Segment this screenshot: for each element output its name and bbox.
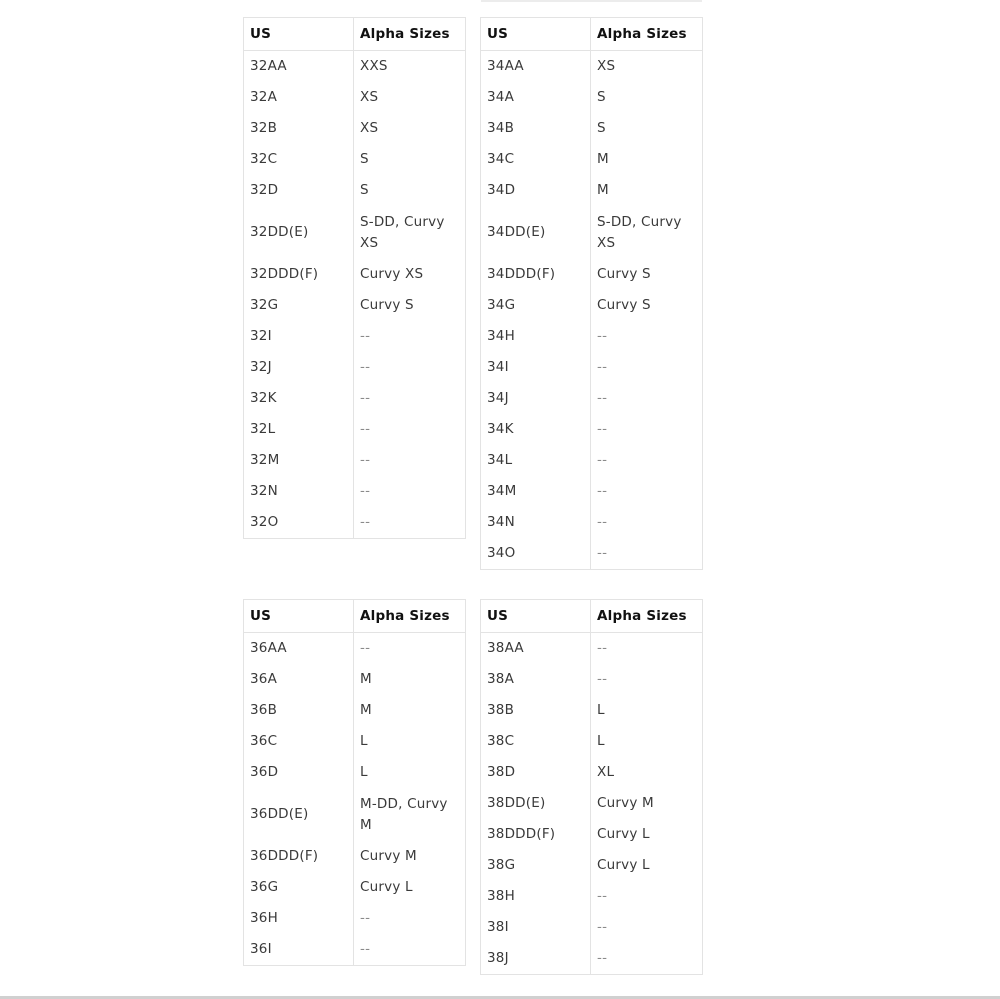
us-size-cell: 32M: [244, 445, 354, 476]
alpha-size-cell: L: [354, 726, 466, 757]
alpha-size-cell: S: [354, 144, 466, 175]
us-size-cell: 36H: [244, 903, 354, 934]
table-row: [244, 695, 466, 726]
table-row: [481, 352, 703, 383]
table-row: [244, 290, 466, 321]
us-size-cell: 34DDD(F): [481, 259, 591, 290]
table-row: [481, 113, 703, 144]
table-row: [481, 850, 703, 881]
us-size-cell: 36B: [244, 695, 354, 726]
us-size-cell: 38H: [481, 881, 591, 912]
us-size-cell: 38D: [481, 757, 591, 788]
alpha-size-cell: Curvy XS: [354, 259, 466, 290]
alpha-size-cell: Curvy S: [591, 290, 703, 321]
size-table-38: [480, 599, 703, 975]
alpha-size-cell: S: [591, 82, 703, 113]
us-size-cell: 38DD(E): [481, 788, 591, 819]
table-row: [481, 819, 703, 850]
alpha-size-cell: L: [354, 757, 466, 788]
table-row: [244, 82, 466, 113]
alpha-size-cell: L: [591, 695, 703, 726]
table-row: [244, 507, 466, 539]
table-row: [244, 321, 466, 352]
table-row: [481, 175, 703, 206]
table-row: [244, 175, 466, 206]
table-row: [481, 881, 703, 912]
us-size-cell: 38I: [481, 912, 591, 943]
table-row: [481, 476, 703, 507]
us-size-cell: 36DD(E): [244, 788, 354, 841]
table-row: [244, 664, 466, 695]
lower-tables-region: [0, 599, 1000, 982]
table-row: [481, 290, 703, 321]
us-size-cell: 36AA: [244, 633, 354, 665]
us-size-cell: 36D: [244, 757, 354, 788]
us-size-cell: 36G: [244, 872, 354, 903]
us-size-cell: 34N: [481, 507, 591, 538]
us-size-cell: 38B: [481, 695, 591, 726]
header-us: US: [481, 600, 591, 633]
us-size-cell: 32DD(E): [244, 206, 354, 259]
us-size-cell: 32O: [244, 507, 354, 539]
us-size-cell: 32G: [244, 290, 354, 321]
us-size-cell: 32D: [244, 175, 354, 206]
alpha-size-cell: --: [354, 633, 466, 665]
alpha-size-cell: --: [591, 445, 703, 476]
alpha-size-cell: M: [354, 664, 466, 695]
table-row: [244, 144, 466, 175]
alpha-size-cell: XS: [591, 51, 703, 83]
table-header-row: [481, 18, 703, 51]
us-size-cell: 32B: [244, 113, 354, 144]
table-row: [481, 695, 703, 726]
header-alpha-sizes: Alpha Sizes: [354, 18, 466, 51]
alpha-size-cell: --: [591, 476, 703, 507]
alpha-size-cell: --: [591, 352, 703, 383]
table-row: [244, 872, 466, 903]
table-row: [481, 538, 703, 570]
us-size-cell: 32L: [244, 414, 354, 445]
alpha-size-cell: --: [591, 414, 703, 445]
us-size-cell: 34G: [481, 290, 591, 321]
alpha-size-cell: --: [591, 633, 703, 665]
table-row: [244, 788, 466, 841]
table-header-row: [481, 600, 703, 633]
alpha-size-cell: Curvy L: [354, 872, 466, 903]
us-size-cell: 34H: [481, 321, 591, 352]
table-row: [244, 113, 466, 144]
us-size-cell: 32DDD(F): [244, 259, 354, 290]
us-size-cell: 38A: [481, 664, 591, 695]
us-size-cell: 38G: [481, 850, 591, 881]
alpha-size-cell: XS: [354, 82, 466, 113]
header-us: US: [244, 18, 354, 51]
table-row: [481, 507, 703, 538]
us-size-cell: 32N: [244, 476, 354, 507]
header-us: US: [244, 600, 354, 633]
alpha-size-cell: --: [354, 903, 466, 934]
alpha-size-cell: M-DD, Curvy M: [354, 788, 466, 841]
us-size-cell: 38DDD(F): [481, 819, 591, 850]
alpha-size-cell: --: [354, 352, 466, 383]
us-size-cell: 32J: [244, 352, 354, 383]
us-size-cell: 32AA: [244, 51, 354, 83]
table-row: [481, 321, 703, 352]
table-row: [244, 841, 466, 872]
alpha-size-cell: --: [354, 476, 466, 507]
alpha-size-cell: --: [591, 664, 703, 695]
size-table-36: [243, 599, 466, 966]
table-row: [244, 352, 466, 383]
us-size-cell: 34C: [481, 144, 591, 175]
size-table-34: [480, 17, 703, 570]
us-size-cell: 32A: [244, 82, 354, 113]
table-header-row: [244, 600, 466, 633]
alpha-size-cell: L: [591, 726, 703, 757]
alpha-size-cell: Curvy S: [591, 259, 703, 290]
table-row: [481, 788, 703, 819]
table-row: [244, 414, 466, 445]
table-row: [481, 943, 703, 975]
table-body: [244, 51, 466, 539]
header-us: US: [481, 18, 591, 51]
table-row: [481, 383, 703, 414]
us-size-cell: 36C: [244, 726, 354, 757]
alpha-size-cell: M: [591, 144, 703, 175]
alpha-size-cell: Curvy M: [354, 841, 466, 872]
table-row: [481, 664, 703, 695]
table-row: [481, 633, 703, 665]
us-size-cell: 32I: [244, 321, 354, 352]
table-row: [244, 259, 466, 290]
alpha-size-cell: --: [591, 507, 703, 538]
table-row: [481, 51, 703, 83]
table-row: [244, 383, 466, 414]
table-row: [244, 934, 466, 966]
alpha-size-cell: --: [591, 538, 703, 570]
alpha-size-cell: Curvy M: [591, 788, 703, 819]
table-row: [244, 206, 466, 259]
us-size-cell: 34DD(E): [481, 206, 591, 259]
us-size-cell: 34M: [481, 476, 591, 507]
us-size-cell: 32C: [244, 144, 354, 175]
us-size-cell: 38J: [481, 943, 591, 975]
us-size-cell: 34D: [481, 175, 591, 206]
us-size-cell: 34AA: [481, 51, 591, 83]
header-alpha-sizes: Alpha Sizes: [591, 600, 703, 633]
us-size-cell: 36A: [244, 664, 354, 695]
alpha-size-cell: --: [354, 414, 466, 445]
table-row: [481, 445, 703, 476]
alpha-size-cell: --: [354, 321, 466, 352]
alpha-size-cell: XXS: [354, 51, 466, 83]
alpha-size-cell: --: [354, 383, 466, 414]
us-size-cell: 36DDD(F): [244, 841, 354, 872]
table-row: [481, 82, 703, 113]
alpha-size-cell: --: [591, 881, 703, 912]
alpha-size-cell: --: [354, 507, 466, 539]
header-alpha-sizes: Alpha Sizes: [591, 18, 703, 51]
alpha-size-cell: S: [354, 175, 466, 206]
alpha-size-cell: M: [354, 695, 466, 726]
alpha-size-cell: S-DD, Curvy XS: [591, 206, 703, 259]
table-row: [244, 726, 466, 757]
table-row: [244, 757, 466, 788]
us-size-cell: 34I: [481, 352, 591, 383]
table-row: [244, 633, 466, 665]
table-row: [481, 912, 703, 943]
table-body: [481, 51, 703, 570]
table-row: [481, 206, 703, 259]
alpha-size-cell: XS: [354, 113, 466, 144]
us-size-cell: 34A: [481, 82, 591, 113]
table-row: [244, 476, 466, 507]
us-size-cell: 36I: [244, 934, 354, 966]
table-row: [244, 51, 466, 83]
alpha-size-cell: Curvy L: [591, 819, 703, 850]
alpha-size-cell: M: [591, 175, 703, 206]
table-row: [481, 726, 703, 757]
table-body: [481, 633, 703, 975]
alpha-size-cell: --: [354, 934, 466, 966]
alpha-size-cell: --: [354, 445, 466, 476]
table-row: [481, 259, 703, 290]
alpha-size-cell: S: [591, 113, 703, 144]
us-size-cell: 38C: [481, 726, 591, 757]
table-row: [244, 445, 466, 476]
table-row: [244, 903, 466, 934]
header-alpha-sizes: Alpha Sizes: [354, 600, 466, 633]
us-size-cell: 34K: [481, 414, 591, 445]
top-divider: [481, 0, 702, 2]
us-size-cell: 34O: [481, 538, 591, 570]
us-size-cell: 38AA: [481, 633, 591, 665]
us-size-cell: 34J: [481, 383, 591, 414]
table-row: [481, 414, 703, 445]
alpha-size-cell: --: [591, 912, 703, 943]
alpha-size-cell: S-DD, Curvy XS: [354, 206, 466, 259]
us-size-cell: 34L: [481, 445, 591, 476]
size-table-32: [243, 17, 466, 539]
table-body: [244, 633, 466, 966]
alpha-size-cell: Curvy L: [591, 850, 703, 881]
table-header-row: [244, 18, 466, 51]
alpha-size-cell: XL: [591, 757, 703, 788]
us-size-cell: 32K: [244, 383, 354, 414]
alpha-size-cell: Curvy S: [354, 290, 466, 321]
table-row: [481, 144, 703, 175]
us-size-cell: 34B: [481, 113, 591, 144]
alpha-size-cell: --: [591, 943, 703, 975]
alpha-size-cell: --: [591, 321, 703, 352]
table-row: [481, 757, 703, 788]
alpha-size-cell: --: [591, 383, 703, 414]
